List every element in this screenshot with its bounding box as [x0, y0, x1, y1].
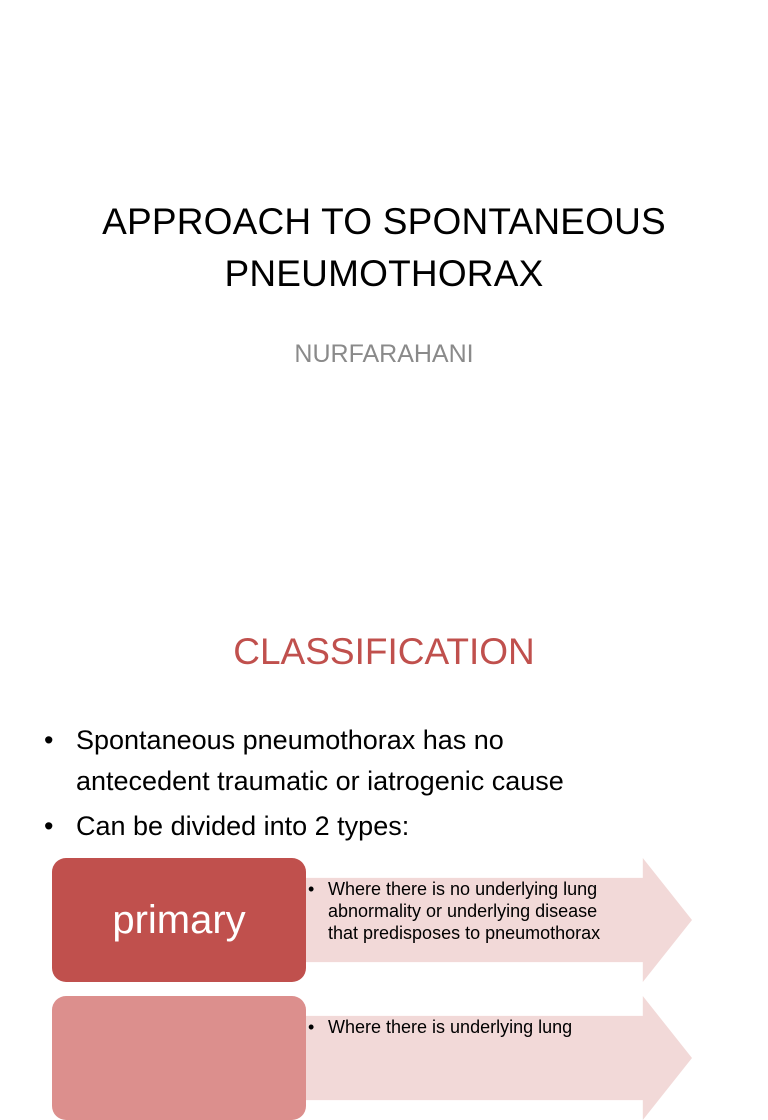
slide-title	[40, 196, 728, 300]
slide-title: CLASSIFICATION	[233, 631, 535, 672]
description-line: that predisposes to pneumothorax	[328, 923, 601, 943]
bullet-dot-icon: •	[44, 811, 54, 841]
description-line: Where there is underlying lung	[328, 1017, 573, 1037]
type-description	[308, 878, 668, 944]
type-label-box	[52, 996, 306, 1120]
bullet-item	[44, 720, 734, 802]
bullet-item	[44, 806, 734, 847]
bullet-line: antecedent traumatic or iatrogenic cause	[76, 766, 564, 796]
bullet-list	[44, 720, 734, 851]
arrow-shape	[282, 996, 692, 1120]
description-line: Where there is no underlying lung	[328, 879, 598, 899]
bullet-line: Can be divided into 2 types:	[76, 811, 410, 841]
slide-2	[0, 584, 768, 1037]
bullet-dot-icon: •	[308, 879, 315, 899]
description-line: abnormality or underlying disease	[328, 901, 598, 921]
type-label-box: primary	[52, 858, 306, 982]
bullet-line: Spontaneous pneumothorax has no	[76, 725, 504, 755]
bullet-dot-icon: •	[44, 725, 54, 755]
bullet-dot-icon: •	[308, 1017, 315, 1037]
type-description	[308, 1016, 668, 1038]
type-primary-row	[52, 858, 692, 982]
title-line-2: PNEUMOTHORAX	[224, 253, 544, 294]
slide-subtitle: NURFARAHANI	[294, 340, 474, 368]
type-secondary-row	[52, 996, 692, 1120]
title-line-1: APPROACH TO SPONTANEOUS	[102, 201, 666, 242]
